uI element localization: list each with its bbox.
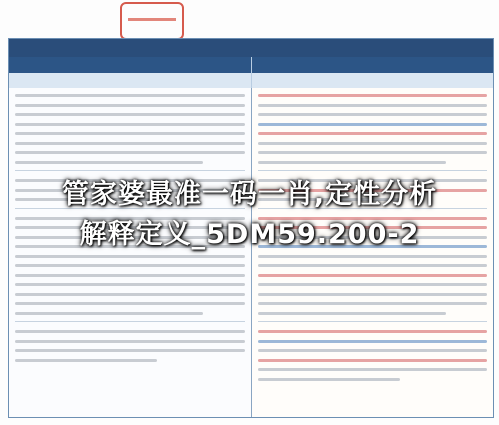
table-caption bbox=[9, 39, 493, 57]
section-header-right bbox=[251, 73, 494, 88]
column-after bbox=[251, 88, 494, 418]
seal-stamp bbox=[120, 2, 184, 40]
overlay-headline-line2: 解释定义_5DM59.200-2 bbox=[79, 219, 420, 250]
column-header-after bbox=[251, 57, 494, 73]
table-body bbox=[9, 88, 493, 418]
overlay-headline-line1: 管家婆最准一码一肖,定性分析 bbox=[61, 179, 438, 210]
section-headers bbox=[9, 73, 493, 88]
column-headers bbox=[9, 57, 493, 73]
column-header-before bbox=[9, 57, 251, 73]
column-before bbox=[9, 88, 251, 418]
section-header-left bbox=[9, 73, 251, 88]
document-title bbox=[10, 3, 490, 31]
